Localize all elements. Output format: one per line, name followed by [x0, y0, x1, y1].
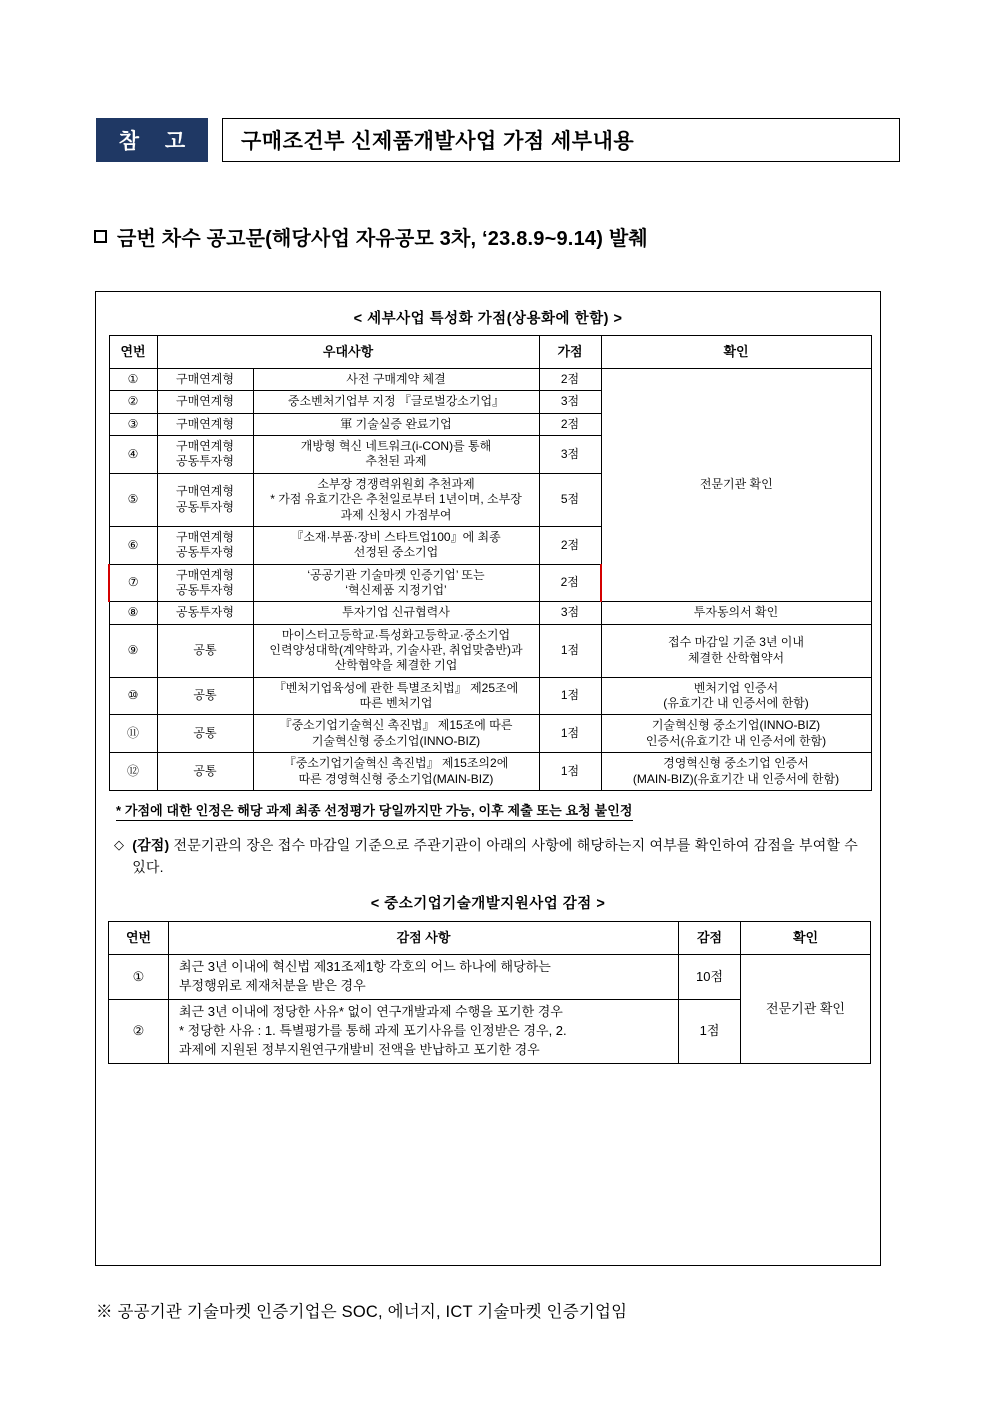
- row-confirm: 벤처기업 인증서 (유효기간 내 인증서에 한함): [601, 677, 871, 715]
- table1-header-row: [109, 336, 871, 369]
- row-description: 최근 3년 이내에 정당한 사유* 없이 연구개발과제 수행을 포기한 경우 * 정당한 사유 : 1. 특별평가를 통해 과제 포기사유를 인정받은 경우, 2. 과제에 지원된 정부지원연구개발비 전액을 반납하고 포기한 경우: [169, 999, 679, 1063]
- row-description: 투자기업 신규협력사: [253, 602, 539, 624]
- square-bullet-icon: [94, 230, 107, 243]
- row-score: 1점: [539, 624, 601, 677]
- row-score: 2점: [539, 413, 601, 435]
- table-row: [109, 715, 871, 753]
- row-type: 구매연계형 공동투자형: [157, 564, 253, 602]
- row-score: 1점: [539, 715, 601, 753]
- row-type: 공통: [157, 753, 253, 791]
- row-type: 구매연계형: [157, 413, 253, 435]
- row-number: ②: [109, 391, 157, 413]
- row-type: 공동투자형: [157, 602, 253, 624]
- page-title: 구매조건부 신제품개발사업 가점 세부내용: [222, 118, 900, 162]
- row-score: 1점: [539, 753, 601, 791]
- table2-th-confirm: 확인: [741, 922, 871, 955]
- row-number: ⑫: [109, 753, 157, 791]
- row-description: 개방형 혁신 네트워크(i-CON)를 통해 추천된 과제: [253, 436, 539, 474]
- table1-th-no: 연번: [109, 336, 157, 369]
- row-score: 5점: [539, 473, 601, 526]
- row-number: ⑩: [109, 677, 157, 715]
- row-confirm: 경영혁신형 중소기업 인증서 (MAIN-BIZ)(유효기간 내 인증서에 한함): [601, 753, 871, 791]
- table2-th-score: 감점: [679, 922, 741, 955]
- table2-th-no: 연번: [109, 922, 169, 955]
- row-type: 구매연계형: [157, 391, 253, 413]
- row-confirm-merged: 전문기관 확인: [741, 955, 871, 1063]
- row-description: 『중소기업기술혁신 촉진법』 제15조에 따른 기술혁신형 중소기업(INNO-BIZ): [253, 715, 539, 753]
- row-score: 3점: [539, 391, 601, 413]
- row-description: 최근 3년 이내에 혁신법 제31조제1항 각호의 어느 하나에 해당하는 부정행위로 제재처분을 받은 경우: [169, 955, 679, 1000]
- deduction-body: 전문기관의 장은 접수 마감일 기준으로 주관기관이 아래의 사항에 해당하는지 여부를 확인하여 감점을 부여할 수 있다.: [132, 836, 858, 875]
- bonus-points-table: [108, 335, 872, 791]
- row-description: 마이스터고등학교·특성화고등학교·중소기업 인력양성대학(계약학과, 기술사관, 취업맞춤반)과 산학협약을 체결한 기업: [253, 624, 539, 677]
- table1-th-score: 가점: [539, 336, 601, 369]
- table-row: [109, 753, 871, 791]
- page-footnote: ※ 공공기관 기술마켓 인증기업은 SOC, 에너지, ICT 기술마켓 인증기업임: [96, 1303, 628, 1321]
- deduction-intro: [114, 835, 868, 878]
- row-number: ⑧: [109, 602, 157, 624]
- row-description: 軍 기술실증 완료기업: [253, 413, 539, 435]
- row-type: 공통: [157, 677, 253, 715]
- row-confirm: 기술혁신형 중소기업(INNO-BIZ) 인증서(유효기간 내 인증서에 한함): [601, 715, 871, 753]
- row-confirm: 접수 마감일 기준 3년 이내 체결한 산학협약서: [601, 624, 871, 677]
- row-score: 3점: [539, 602, 601, 624]
- reference-header: [96, 118, 900, 162]
- content-box: [95, 291, 881, 1266]
- table-row: [109, 602, 871, 624]
- row-number: ⑦: [109, 564, 157, 602]
- row-type: 구매연계형 공동투자형: [157, 436, 253, 474]
- row-score: 3점: [539, 436, 601, 474]
- table2-caption: < 중소기업기술개발지원사업 감점 >: [370, 896, 606, 913]
- table-row: [109, 369, 871, 391]
- diamond-bullet-icon: ◇: [114, 836, 125, 852]
- row-number: ⑤: [109, 473, 157, 526]
- deduction-table: [108, 921, 871, 1063]
- row-description: 『중소기업기술혁신 촉진법』 제15조의2에 따른 경영혁신형 중소기업(MAIN-BIZ): [253, 753, 539, 791]
- table2-th-item: 감점 사항: [169, 922, 679, 955]
- row-description: 『벤처기업육성에 관한 특별조치법』 제25조에 따른 벤처기업: [253, 677, 539, 715]
- reference-badge: 참 고: [96, 118, 208, 162]
- row-type: 구매연계형 공동투자형: [157, 526, 253, 564]
- row-description: 『소재·부품·장비 스타트업100』에 최종 선정된 중소기업: [253, 526, 539, 564]
- row-number: ①: [109, 369, 157, 391]
- section-heading-text: 금번 차수 공고문(해당사업 자유공모 3차, ‘23.8.9~9.14) 발췌: [117, 228, 648, 250]
- row-number: ③: [109, 413, 157, 435]
- row-number: ②: [109, 999, 169, 1063]
- row-type: 공통: [157, 715, 253, 753]
- row-type: 공통: [157, 624, 253, 677]
- deduction-label: (감점): [132, 836, 170, 853]
- row-score: 2점: [539, 564, 601, 602]
- row-number: ⑨: [109, 624, 157, 677]
- row-score: 1점: [679, 999, 741, 1063]
- row-score: 1점: [539, 677, 601, 715]
- row-confirm: 투자동의서 확인: [601, 602, 871, 624]
- row-description: ‘공공기관 기술마켓 인증기업’ 또는 ‘혁신제품 지정기업’: [253, 564, 539, 602]
- table1-caption: < 세부사업 특성화 가점(상용화에 한함) >: [353, 311, 623, 327]
- table-row: [109, 624, 871, 677]
- row-description: 소부장 경쟁력위원회 추천과제 * 가점 유효기간은 추천일로부터 1년이며, 소부장 과제 신청시 가점부여: [253, 473, 539, 526]
- table1-th-item: 우대사항: [157, 336, 539, 369]
- row-number: ⑥: [109, 526, 157, 564]
- row-score: 2점: [539, 526, 601, 564]
- row-score: 10점: [679, 955, 741, 1000]
- row-number: ①: [109, 955, 169, 1000]
- section-heading: [94, 222, 648, 251]
- deduction-intro-text: [132, 835, 868, 878]
- row-description: 사전 구매계약 체결: [253, 369, 539, 391]
- table-row: [109, 677, 871, 715]
- row-type: 구매연계형: [157, 369, 253, 391]
- row-number: ④: [109, 436, 157, 474]
- row-type: 구매연계형 공동투자형: [157, 473, 253, 526]
- table1-th-confirm: 확인: [601, 336, 871, 369]
- table2-header-row: [109, 922, 871, 955]
- table-row: [109, 955, 871, 1000]
- row-description: 중소벤처기업부 지정 『글로벌강소기업』: [253, 391, 539, 413]
- row-number: ⑪: [109, 715, 157, 753]
- bonus-note: * 가점에 대한 인정은 해당 과제 최종 선정평가 당일까지만 가능, 이후 제출 또는 요청 불인정: [116, 800, 633, 821]
- row-confirm-merged: 전문기관 확인: [601, 369, 871, 602]
- row-score: 2점: [539, 369, 601, 391]
